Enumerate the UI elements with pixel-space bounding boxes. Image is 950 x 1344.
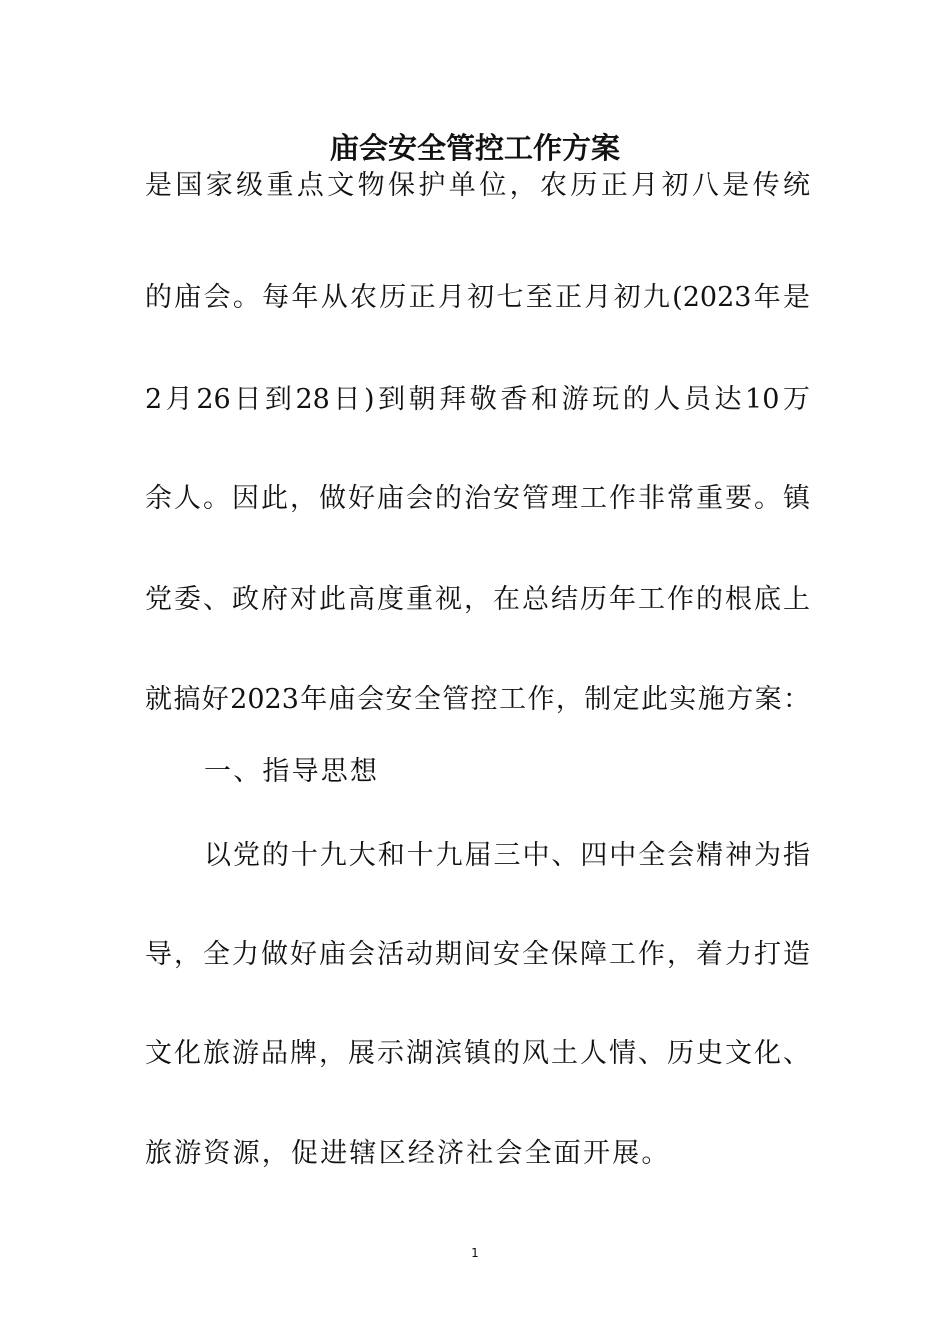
paragraph-line: 旅游资源，促进辖区经济社会全面开展。: [145, 1138, 671, 1169]
paragraph-line: 文化旅游品牌，展示湖滨镇的风土人情、历史文化、: [145, 1038, 810, 1069]
paragraph-line: 党委、政府对此高度重视，在总结历年工作的根底上: [145, 584, 810, 615]
paragraph-line: 导，全力做好庙会活动期间安全保障工作，着力打造: [145, 939, 810, 970]
paragraph-line: 余人。因此，做好庙会的治安管理工作非常重要。镇: [145, 483, 810, 514]
section-heading: 一、指导思想: [204, 756, 380, 787]
paragraph-line: 是国家级重点文物保护单位，农历正月初八是传统: [145, 170, 810, 201]
paragraph-line: 就搞好2023年庙会安全管控工作，制定此实施方案：: [145, 684, 810, 715]
document-title: 庙会安全管控工作方案: [329, 131, 620, 165]
paragraph-line: 2月26日到28日)到朝拜敬香和游玩的人员达10万: [145, 384, 810, 415]
paragraph-line: 的庙会。每年从农历正月初七至正月初九(2023年是: [145, 282, 810, 313]
page-number: 1: [471, 1246, 479, 1260]
paragraph-line: 以党的十九大和十九届三中、四中全会精神为指: [204, 840, 810, 871]
